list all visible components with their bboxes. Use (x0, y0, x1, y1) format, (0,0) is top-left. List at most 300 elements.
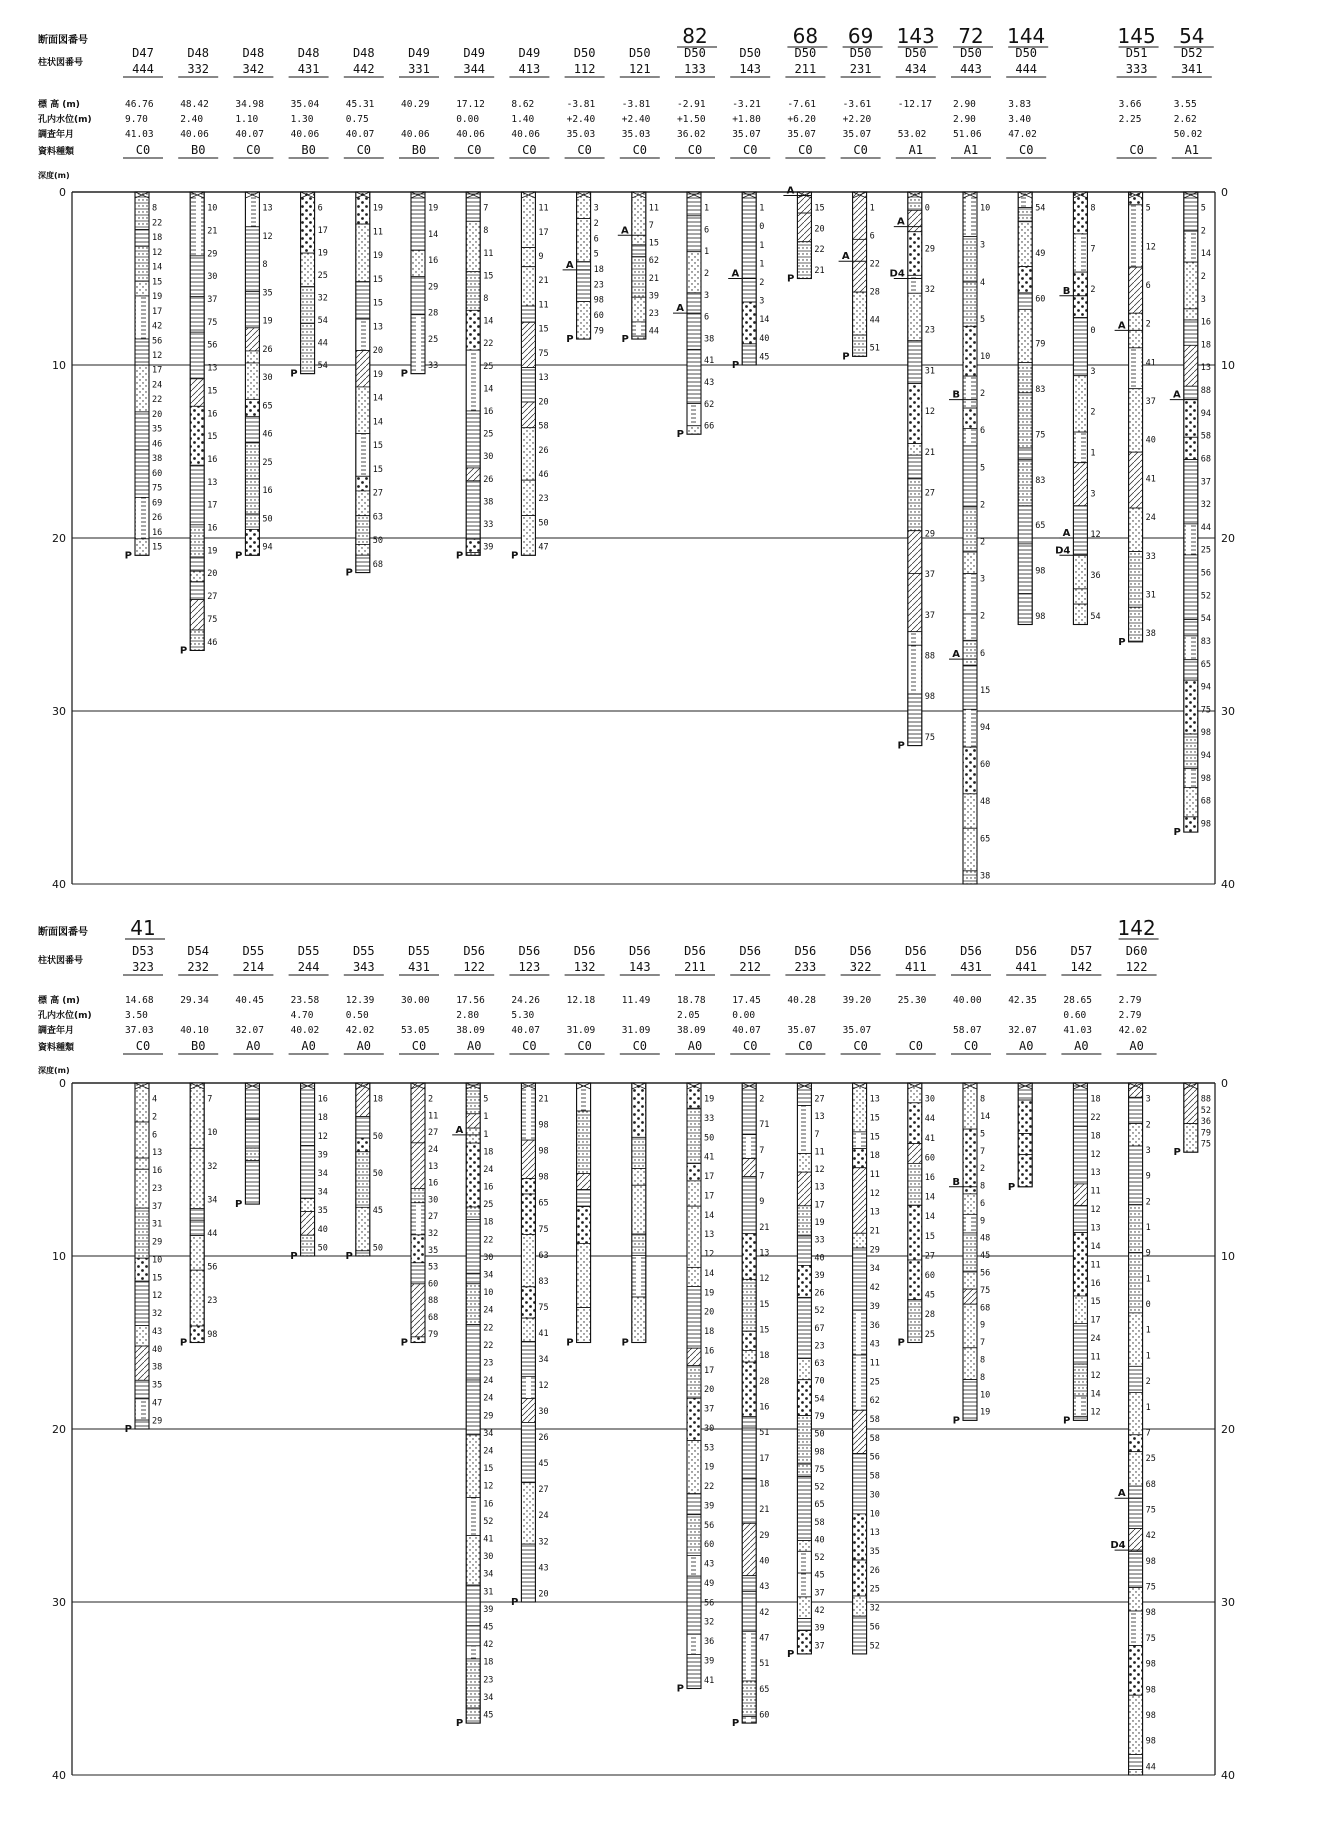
n-value: 45 (483, 1622, 494, 1633)
n-value: 18 (1090, 1131, 1101, 1142)
soil-layer (1184, 636, 1198, 660)
n-value: 23 (538, 494, 549, 505)
n-value: 2 (1145, 319, 1151, 330)
elevation-value: -7.61 (787, 99, 817, 110)
n-value: 38 (980, 871, 991, 882)
n-value: 0 (924, 203, 930, 214)
soil-layer (908, 293, 922, 340)
soil-layer (1129, 452, 1143, 508)
n-value: 19 (704, 1462, 715, 1473)
n-value: 88 (1200, 386, 1212, 397)
n-value: 79 (814, 1411, 825, 1422)
depth-tick-label-right: 0 (1221, 186, 1228, 199)
stratum-marker-p: P (179, 1337, 188, 1349)
soil-layer (466, 468, 480, 481)
soil-layer (1184, 660, 1198, 680)
n-value: 1 (1145, 1325, 1151, 1336)
survey-date-value: 40.07 (511, 1025, 541, 1036)
data-type-value: C0 (522, 1039, 537, 1053)
n-value: 54 (317, 316, 328, 327)
soil-layer (687, 426, 701, 434)
soil-layer (687, 1286, 701, 1348)
n-value: 20 (704, 1307, 715, 1318)
stratum-marker-p: P (1173, 1147, 1181, 1159)
column-id-bottom: 443 (960, 62, 982, 76)
soil-layer (245, 292, 259, 328)
n-value: 62 (704, 399, 715, 410)
soil-layer (466, 1083, 480, 1114)
soil-layer (908, 210, 922, 231)
n-value: 94 (262, 542, 273, 553)
soil-layer (742, 1576, 756, 1592)
data-type-value: B0 (301, 143, 316, 157)
soil-layer (963, 1348, 977, 1380)
survey-date-value: 40.06 (456, 129, 485, 140)
soil-layer (411, 1083, 425, 1143)
soil-layer (1129, 1097, 1143, 1123)
elevation-value: 29.34 (180, 995, 209, 1006)
n-value: 58 (869, 1471, 880, 1482)
n-value: 25 (869, 1377, 880, 1388)
n-value: 45 (814, 1570, 825, 1581)
soil-layer (908, 455, 922, 478)
n-value: 38 (1145, 629, 1156, 640)
n-value: 13 (869, 1528, 880, 1539)
soil-layer (687, 1398, 701, 1440)
n-value: 51 (869, 343, 880, 354)
survey-date-value: 40.07 (732, 1025, 761, 1036)
n-value: 40 (152, 1344, 163, 1355)
n-value: 12 (1090, 1205, 1101, 1216)
n-value: 6 (593, 234, 599, 245)
soil-layer (1129, 1486, 1143, 1528)
n-value: 6 (152, 1130, 158, 1141)
soil-layer (356, 555, 370, 572)
n-value: 1 (1145, 1402, 1151, 1413)
n-value: 16 (428, 1178, 439, 1189)
n-value: 15 (372, 464, 384, 475)
n-value: 13 (869, 1094, 880, 1105)
soil-layer (466, 310, 480, 350)
soil-layer (853, 192, 867, 239)
n-value: 29 (207, 249, 218, 260)
n-value: 68 (428, 1313, 439, 1324)
n-value: 26 (538, 445, 549, 456)
borehole-D56-411 (896, 944, 936, 1349)
n-value: 7 (759, 1171, 765, 1182)
n-value: 36 (1090, 571, 1101, 582)
n-value: 14 (1090, 1241, 1101, 1252)
n-value: 32 (704, 1617, 715, 1628)
n-value: 50 (704, 1133, 715, 1144)
n-value: 29 (924, 529, 936, 540)
column-id-bottom: 341 (1180, 62, 1203, 76)
n-value: 50 (372, 1168, 384, 1179)
n-value: 63 (538, 1250, 549, 1261)
soil-layer (908, 444, 922, 456)
borehole-D56-132 (565, 944, 605, 1349)
elevation-value: 25.30 (897, 995, 927, 1006)
n-value: 17 (152, 365, 163, 376)
soil-layer (521, 1341, 535, 1376)
water-level-value: 2.40 (180, 114, 204, 125)
n-value: 24 (483, 1376, 494, 1387)
n-value: 3 (980, 240, 986, 251)
borehole-D56-233 (785, 944, 825, 1660)
n-value: 27 (428, 1212, 439, 1223)
soil-layer (853, 1410, 867, 1453)
soil-layer (245, 328, 259, 351)
soil-layer (687, 1515, 701, 1556)
water-level-value: 0.00 (732, 1010, 756, 1021)
n-value: 56 (869, 1452, 880, 1463)
n-value: 37 (152, 1201, 163, 1212)
n-value: 41 (924, 1133, 936, 1144)
soil-layer (411, 1203, 425, 1235)
n-value: 60 (980, 760, 991, 771)
label-survey-date: 調査年月 (38, 1026, 75, 1036)
soil-layer (466, 1646, 480, 1659)
soil-layer (1129, 1366, 1143, 1392)
column-id-top: D56 (573, 944, 596, 958)
borehole-D50-143 (728, 46, 770, 371)
soil-layer (908, 384, 922, 444)
stratum-marker-p: P (1007, 1181, 1016, 1193)
soil-layer (356, 516, 370, 545)
soil-layer (908, 1163, 922, 1205)
stratum-marker-a: A (1117, 320, 1126, 332)
n-value: 23 (483, 1675, 494, 1686)
soil-layer (190, 582, 204, 600)
n-value: 39 (814, 1270, 825, 1281)
soil-layer (963, 1289, 977, 1304)
n-value: 94 (1200, 682, 1212, 693)
column-id-bottom: 342 (242, 62, 265, 76)
n-value: 19 (372, 251, 384, 262)
column-id-top: D56 (904, 944, 927, 958)
soil-layer (742, 192, 756, 242)
column-id-top: D56 (794, 944, 817, 958)
soil-layer (521, 368, 535, 402)
water-level-value: 1.10 (235, 114, 259, 125)
n-value: 19 (704, 1094, 715, 1105)
stratum-marker-a: A (731, 268, 740, 280)
column-id-bottom: 123 (518, 960, 541, 974)
section-number: 41 (130, 916, 156, 940)
n-value: 29 (428, 282, 439, 293)
column-id-bottom: 214 (242, 960, 265, 974)
n-value: 7 (814, 1129, 820, 1140)
soil-layer (1073, 192, 1087, 234)
n-value: 75 (1145, 1633, 1156, 1644)
soil-layer (190, 256, 204, 297)
water-level-value: 2.80 (456, 1010, 480, 1021)
elevation-value: 40.28 (787, 995, 817, 1006)
soil-layer (577, 1308, 591, 1343)
depth-tick-label-left: 30 (52, 1596, 66, 1609)
stratum-marker-p: P (290, 1251, 298, 1262)
n-value: 20 (372, 346, 384, 357)
column-id-top: D55 (408, 944, 430, 958)
column-id-bottom: 142 (1070, 960, 1093, 974)
soil-layer (1073, 604, 1087, 624)
n-value: 22 (704, 1482, 715, 1493)
soil-layer (1073, 1396, 1087, 1416)
soil-layer (466, 1380, 480, 1435)
n-value: 28 (869, 287, 880, 298)
n-value: 22 (1090, 1112, 1101, 1123)
n-value: 98 (1145, 1659, 1156, 1670)
n-value: 15 (538, 324, 549, 335)
n-value: 5 (1200, 203, 1206, 214)
n-value: 44 (1145, 1762, 1156, 1773)
n-value: 75 (980, 1285, 991, 1296)
n-value: 25 (1145, 1454, 1156, 1465)
n-value: 23 (152, 1183, 163, 1194)
survey-date-value: 40.10 (180, 1025, 209, 1036)
n-value: 13 (262, 203, 273, 214)
n-value: 46 (538, 469, 549, 480)
borehole-D48-442 (344, 46, 384, 579)
soil-layer (1018, 448, 1032, 460)
n-value: 30 (262, 373, 273, 384)
survey-date-value: 35.03 (621, 129, 651, 140)
elevation-value: 35.04 (290, 99, 320, 110)
soil-layer (1129, 1551, 1143, 1587)
n-value: 13 (207, 363, 218, 374)
borehole-extra-17 (1055, 192, 1101, 625)
soil-layer (687, 1083, 701, 1108)
soil-layer (632, 1255, 646, 1297)
soil-layer (797, 242, 811, 279)
label-depth: 深度(m) (38, 1066, 70, 1075)
n-value: 19 (980, 1407, 991, 1418)
soil-layer (135, 365, 149, 412)
soil-layer (466, 1128, 480, 1143)
water-level-value: 2.25 (1118, 114, 1142, 125)
n-value: 53 (428, 1262, 439, 1273)
elevation-value: -3.21 (732, 99, 761, 110)
soil-layer (521, 192, 535, 248)
soil-layer (908, 694, 922, 746)
elevation-value: 28.65 (1063, 995, 1093, 1006)
n-value: 45 (538, 1459, 549, 1470)
soil-layer (135, 412, 149, 450)
elevation-value: 48.42 (180, 99, 209, 110)
n-value: 52 (1200, 591, 1212, 602)
n-value: 98 (1035, 611, 1046, 622)
soil-layer (797, 1236, 811, 1265)
elevation-value: 46.76 (125, 99, 154, 110)
n-value: 38 (704, 334, 715, 345)
n-value: 12 (1090, 1149, 1101, 1160)
n-value: 8 (1090, 203, 1096, 214)
n-value: 10 (980, 1390, 991, 1401)
n-value: 2 (759, 1094, 765, 1105)
stratum-marker-p: P (345, 567, 353, 579)
n-value: 12 (1145, 242, 1156, 253)
elevation-value: 40.00 (953, 995, 982, 1006)
soil-layer (687, 1576, 701, 1634)
stratum-marker-b: B (952, 1176, 960, 1188)
n-value: 25 (483, 361, 494, 372)
survey-date-value: 53.02 (897, 129, 927, 140)
n-value: 24 (1090, 1334, 1101, 1345)
column-id-top: D48 (187, 46, 210, 60)
section-number: 144 (1007, 24, 1046, 48)
column-id-top: D54 (187, 944, 210, 958)
soil-layer (1184, 555, 1198, 620)
n-value: 2 (980, 537, 986, 548)
soil-layer (632, 1297, 646, 1342)
soil-layer (853, 1355, 867, 1410)
n-value: 19 (372, 203, 384, 214)
n-value: 26 (262, 344, 273, 355)
n-value: 21 (538, 276, 549, 287)
n-value: 60 (704, 1540, 715, 1551)
n-value: 54 (1035, 203, 1046, 214)
section-number: 54 (1179, 24, 1205, 48)
soil-layer (632, 1185, 646, 1234)
borehole-D56-123 (509, 944, 549, 1608)
column-id-top: D56 (1015, 944, 1038, 958)
soil-layer (963, 1272, 977, 1289)
n-value: 1 (1145, 1222, 1151, 1233)
n-value: 15 (483, 271, 494, 282)
n-value: 44 (924, 1114, 936, 1125)
depth-tick-label-left: 0 (59, 1077, 66, 1090)
n-value: 31 (924, 366, 936, 377)
n-value: 10 (980, 351, 991, 362)
n-value: 15 (372, 441, 384, 452)
column-id-bottom: 232 (187, 960, 210, 974)
soil-layer (577, 1083, 591, 1111)
soil-layer (963, 507, 977, 552)
n-value: 62 (648, 256, 660, 267)
depth-tick-label-left: 10 (52, 1250, 66, 1263)
n-value: 37 (814, 1641, 825, 1652)
n-value: 63 (372, 512, 384, 523)
soil-layer (245, 227, 259, 292)
elevation-value: -2.91 (677, 99, 706, 110)
n-value: 75 (924, 732, 936, 743)
soil-layer (687, 1654, 701, 1688)
section-number: 142 (1117, 916, 1156, 940)
n-value: 39 (869, 1301, 880, 1312)
soil-layer (301, 253, 315, 287)
water-level-value: 0.50 (345, 1010, 369, 1021)
n-value: 37 (1145, 397, 1156, 408)
column-id-bottom: 231 (849, 62, 872, 76)
n-value: 83 (1035, 475, 1046, 486)
n-value: 54 (1200, 614, 1212, 625)
soil-layer (797, 1106, 811, 1154)
n-value: 53 (704, 1443, 715, 1454)
section-number: 72 (958, 24, 984, 48)
n-value: 25 (317, 271, 328, 282)
n-value: 98 (538, 1146, 549, 1157)
stratum-marker-p: P (455, 550, 464, 562)
soil-layer (1184, 734, 1198, 769)
n-value: 15 (814, 203, 825, 214)
soil-layer (908, 531, 922, 574)
n-value: 5 (483, 1094, 489, 1105)
n-value: 65 (262, 401, 273, 412)
n-value: 69 (152, 498, 163, 509)
n-value: 23 (814, 1341, 825, 1352)
survey-date-value: 37.03 (125, 1025, 154, 1036)
elevation-value: 3.66 (1118, 99, 1142, 110)
soil-layer (1018, 544, 1032, 594)
soil-layer (411, 1188, 425, 1202)
stratum-marker-b: B (1062, 285, 1071, 297)
n-value: 13 (207, 477, 218, 488)
n-value: 98 (1145, 1710, 1156, 1721)
soil-layer (1073, 555, 1087, 589)
water-level-value: 0.75 (345, 114, 369, 125)
n-value: 15 (1090, 1297, 1101, 1308)
soil-layer (245, 399, 259, 416)
depth-tick-label-right: 10 (1221, 359, 1235, 372)
soil-layer (1073, 1364, 1087, 1396)
n-value: 3 (1090, 366, 1096, 377)
n-value: 60 (924, 1271, 936, 1282)
n-value: 50 (372, 1243, 384, 1254)
column-id-bottom: 121 (628, 62, 651, 76)
n-value: 6 (1145, 280, 1151, 291)
n-value: 17 (704, 1172, 715, 1183)
soil-layer (1129, 1452, 1143, 1486)
soil-layer (466, 192, 480, 221)
soil-layer (190, 1326, 204, 1343)
soil-layer (797, 1172, 811, 1206)
data-type-value: A0 (466, 1039, 482, 1053)
elevation-value: 2.90 (953, 99, 976, 110)
soil-layer (577, 1243, 591, 1307)
n-value: 11 (1090, 1260, 1101, 1271)
soil-layer (742, 1234, 756, 1280)
label-column-no: 柱状図番号 (38, 58, 84, 68)
n-value: 12 (1090, 1407, 1101, 1418)
soil-layer (135, 539, 149, 555)
soil-layer (853, 1132, 867, 1149)
soil-layer (1073, 1323, 1087, 1364)
borehole-D47-444 (123, 46, 163, 561)
stratum-marker-b: B (952, 389, 960, 401)
soil-layer (190, 332, 204, 379)
n-value: 42 (759, 1607, 770, 1618)
borehole-D55-431 (399, 944, 439, 1349)
stratum-marker-p: P (787, 1648, 795, 1660)
column-id-top: D57 (1070, 944, 1093, 958)
n-value: 23 (593, 280, 604, 291)
n-value: 11 (1090, 1186, 1101, 1197)
n-value: 79 (1035, 339, 1046, 350)
n-value: 58 (869, 1433, 880, 1444)
water-level-value: 0.00 (456, 114, 480, 125)
soil-layer (1129, 1646, 1143, 1696)
n-value: 2 (1090, 285, 1096, 296)
n-value: 15 (152, 1273, 163, 1284)
n-value: 45 (759, 352, 770, 363)
soil-layer (135, 1169, 149, 1208)
n-value: 43 (152, 1326, 163, 1337)
survey-date-value: 32.07 (1008, 1025, 1037, 1036)
stratum-marker-a: A (565, 259, 574, 271)
n-value: 98 (1200, 819, 1212, 830)
n-value: 27 (207, 592, 218, 603)
soil-layer (687, 1108, 701, 1163)
